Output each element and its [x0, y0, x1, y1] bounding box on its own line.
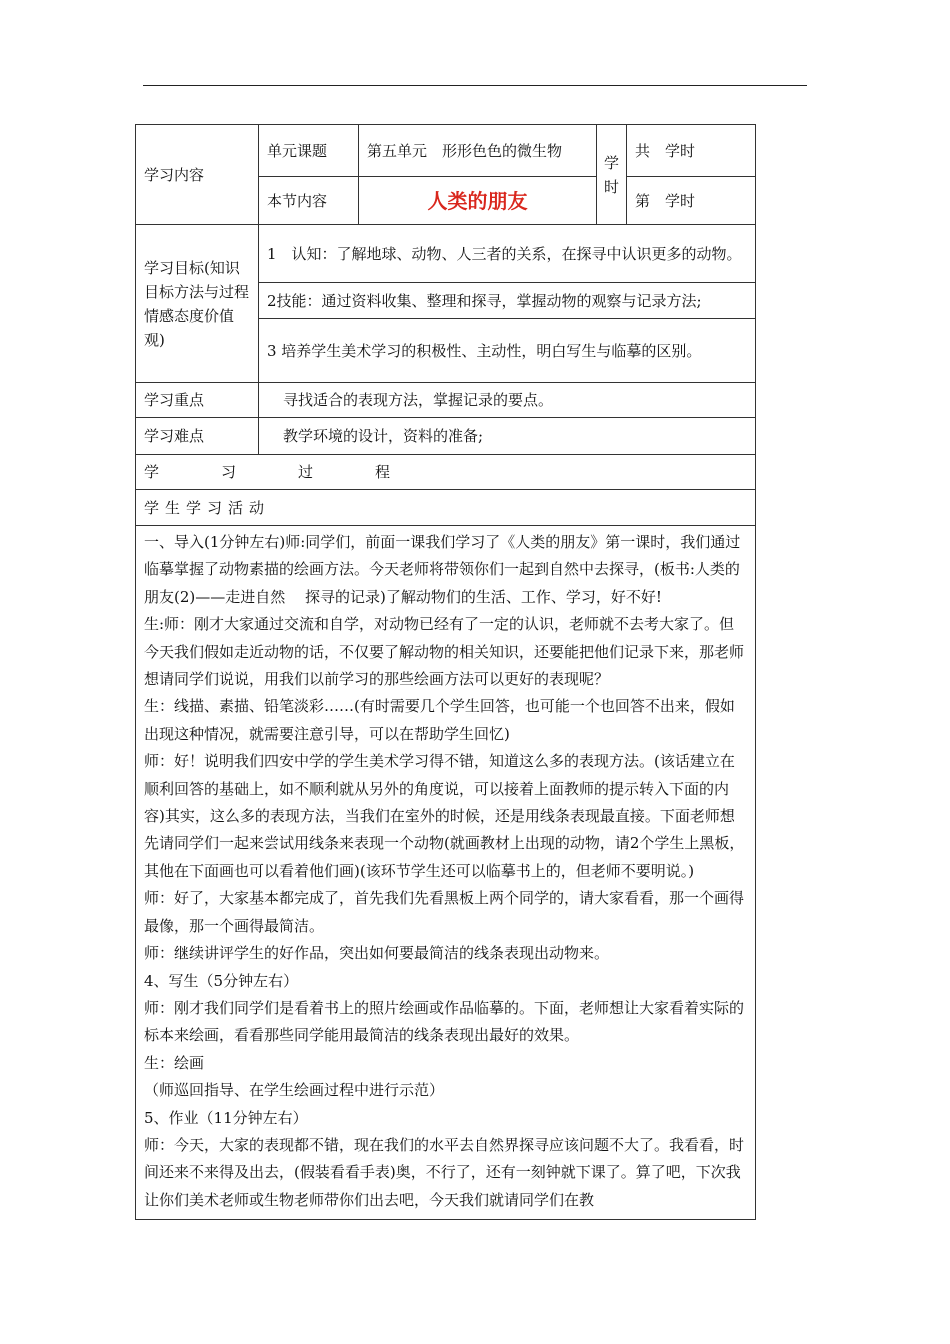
process-paragraph: 生：绘画 [144, 1053, 205, 1072]
process-paragraph: 师：刚才我们同学们是看着书上的照片绘画或作品临摹的。下面，老师想让大家看着实际的标本来绘画，看看那些同学能用最简洁的线条表现出最好的效果。 [144, 998, 745, 1045]
process-paragraph: 师：好！说明我们四安中学的学生美术学习得不错，知道这么多的表现方法。(该话建立在顺利回答的基础上，如不顺利就从另外的角度说，可以接着上面教师的提示转入下面的内容)其实，这么多的表现方法，当我们在室外的时候，还是用线条表现最直接。下面老师想先请同学们一起来尝试用线条来表现一个动物(就画教材上出现的动物，请2个学生上黑板，其他在下面画也可以看着他们画)(该环节学生还可以临摹书上的，但老师不要明说。) [144, 752, 745, 880]
unit-topic-value: 第五单元 形形色色的微生物 [359, 125, 597, 177]
total-hours: 共 学时 [627, 125, 756, 177]
section-content-label: 本节内容 [259, 177, 359, 225]
goal-2: 2技能：通过资料收集、整理和探寻，掌握动物的观察与记录方法; [259, 283, 756, 319]
process-paragraph: 师：继续讲评学生的好作品，突出如何要最简洁的线条表现出动物来。 [144, 944, 610, 963]
learning-content-label: 学习内容 [136, 125, 259, 225]
section-title: 人类的朋友 [359, 177, 597, 225]
process-paragraph: 师：好了，大家基本都完成了，首先我们先看黑板上两个同学的，请大家看看，那一个画得最像，那一个画得最简洁。 [144, 889, 745, 935]
header-rule [143, 85, 807, 86]
hours-label: 学时 [597, 125, 627, 225]
difficulties-value: 教学环境的设计，资料的准备; [259, 418, 756, 455]
section-hours: 第 学时 [627, 177, 756, 225]
goal-3: 3 培养学生美术学习的积极性、主动性，明白写生与临摹的区别。 [259, 319, 756, 383]
process-heading: 学习过程 [136, 455, 756, 490]
process-paragraph: 一、导入(1分钟左右)师:同学们，前面一课我们学习了《人类的朋友》第一课时，我们通过临摹掌握了动物素描的绘画方法。今天老师将带领你们一起到自然中去探寻，(板书:人类的朋友(2)——走进自然 探寻的记录)了解动物们的生活、工作、学习，好不好! [144, 533, 741, 606]
key-points-value: 寻找适合的表现方法，掌握记录的要点。 [259, 383, 756, 418]
process-paragraph: 5、作业（11分钟左右） [144, 1108, 308, 1127]
goals-label: 学习目标(知识目标方法与过程情感态度价值观) [136, 225, 259, 383]
goal-1: 1 认知：了解地球、动物、人三者的关系，在探寻中认识更多的动物。 [259, 225, 756, 283]
process-paragraph: 生：线描、素描、铅笔淡彩……(有时需要几个学生回答，也可能一个也回答不出来，假如出现这种情况，就需要注意引导，可以在帮助学生回忆) [144, 697, 735, 743]
process-paragraph: 师：今天，大家的表现都不错，现在我们的水平去自然界探寻应该问题不大了。我看看，时间还来不来得及出去，(假装看看手表)奥，不行了，还有一刻钟就下课了。算了吧，下次我让你们美术老师或生物老师带你们出去吧，今天我们就请同学们在教 [144, 1135, 745, 1209]
unit-topic-label: 单元课题 [259, 125, 359, 177]
process-paragraph: （师巡回指导、在学生绘画过程中进行示范） [144, 1081, 445, 1100]
activities-heading: 学生学习活动 [136, 490, 756, 526]
lesson-plan-table [135, 124, 756, 1220]
key-points-label: 学习重点 [136, 383, 259, 418]
process-content [136, 526, 756, 1220]
process-paragraph: 生:师：刚才大家通过交流和自学，对动物已经有了一定的认识，老师就不去考大家了。但今天我们假如走近动物的话，不仅要了解动物的相关知识，还要能把他们记录下来，那老师想请同学们说说，用我们以前学习的那些绘画方法可以更好的表现呢？ [144, 615, 745, 689]
difficulties-label: 学习难点 [136, 418, 259, 455]
process-paragraph: 4、写生（5分钟左右） [144, 971, 299, 990]
